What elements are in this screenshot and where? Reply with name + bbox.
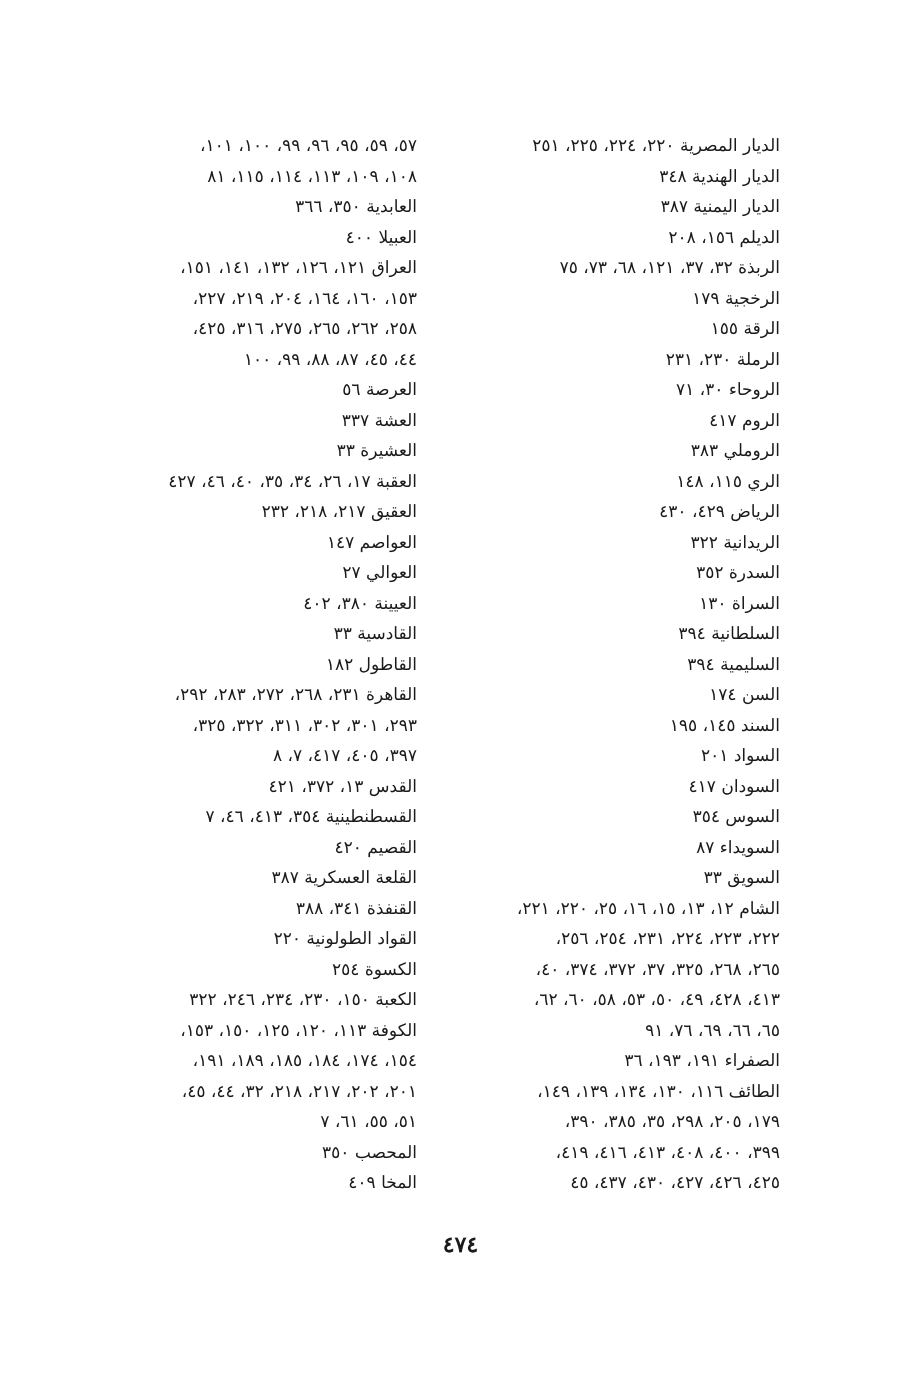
index-entry: الرملة ٢٣٠، ٢٣١ (665, 349, 780, 370)
index-entry: الروملي ٣٨٣ (690, 441, 780, 461)
index-entry-continuation: ٢٢٢، ٢٢٣، ٢٢٤، ٢٣١، ٢٥٤، ٢٥٦، (555, 929, 780, 949)
index-entry: العيينة ٣٨٠، ٤٠٢ (303, 593, 417, 614)
index-entry: المحصب ٣٥٠ (322, 1142, 417, 1163)
index-entry: العقبة ١٧، ٢٦، ٣٤، ٣٥، ٤٠، ٤٦، ٤٢٧ (168, 471, 417, 492)
index-entry: الديار اليمنية ٣٨٧ (660, 197, 780, 217)
index-entry: القصيم ٤٢٠ (334, 837, 417, 858)
index-entry-continuation: ٤٤، ٤٥، ٨٧، ٨٨، ٩٩، ١٠٠ (243, 349, 417, 370)
index-entry-continuation: ٤٢٥، ٤٢٦، ٤٢٧، ٤٣٠، ٤٣٧، ٤٥ (570, 1173, 780, 1193)
index-entry: الكسوة ٢٥٤ (332, 959, 417, 980)
index-entry: الديار المصرية ٢٢٠، ٢٢٤، ٢٢٥، ٢٥١ (532, 136, 780, 156)
index-entry: السواد ٢٠١ (701, 746, 780, 766)
index-entry-continuation: ٢٠١، ٢٠٢، ٢١٧، ٢١٨، ٣٢، ٤٤، ٤٥، (181, 1081, 417, 1102)
index-entry: العشيرة ٣٣ (336, 441, 417, 461)
index-entry: الروم ٤١٧ (709, 410, 780, 431)
index-entry: السلطانية ٣٩٤ (678, 624, 780, 644)
index-entry-continuation: ٤١٣، ٤٢٨، ٤٩، ٥٠، ٥٣، ٥٨، ٦٠، ٦٢، (533, 990, 780, 1010)
index-entry: السليمية ٣٩٤ (687, 654, 780, 675)
index-entry-continuation: ٣٩٧، ٤٠٥، ٤١٧، ٧، ٨ (272, 746, 417, 766)
index-entry-continuation: ١٥٣، ١٦٠، ١٦٤، ٢٠٤، ٢١٩، ٢٢٧، (192, 288, 417, 309)
index-entry: القنفذة ٣٤١، ٣٨٨ (295, 898, 417, 919)
index-entry-continuation: ٥١، ٥٥، ٦١، ٧ (320, 1112, 417, 1132)
index-column-left (97, 131, 417, 1199)
index-entry-continuation: ١٠٨، ١٠٩، ١١٣، ١١٤، ١١٥، ٨١ (207, 166, 417, 187)
index-entry: القاطول ١٨٢ (325, 654, 417, 675)
index-entry: السويق ٣٣ (703, 868, 780, 888)
index-entry: الديلم ١٥٦، ٢٠٨ (668, 227, 780, 248)
index-entry: السدرة ٣٥٢ (696, 563, 780, 583)
index-entry: السويداء ٨٧ (696, 837, 780, 858)
index-entry: السودان ٤١٧ (688, 776, 780, 797)
index-entry-continuation: ٢٦٥، ٢٦٨، ٣٢٥، ٣٧، ٣٧٢، ٣٧٤، ٤٠، (535, 959, 780, 980)
index-entry: العقيق ٢١٧، ٢١٨، ٢٣٢ (261, 502, 417, 522)
index-entry: القدس ١٣، ٣٧٢، ٤٢١ (268, 776, 417, 797)
index-entry: الروحاء ٣٠، ٧١ (676, 380, 780, 400)
index-entry: الربذة ٣٢، ٣٧، ١٢١، ٦٨، ٧٣، ٧٥ (559, 258, 780, 278)
index-entry: القلعة العسكرية ٣٨٧ (271, 868, 417, 888)
index-entry: الشام ١٢، ١٣، ١٥، ١٦، ٢٥، ٢٢٠، ٢٢١، (516, 898, 780, 919)
index-entry-continuation: ٣٩٩، ٤٠٠، ٤٠٨، ٤١٣، ٤١٦، ٤١٩، (555, 1142, 780, 1163)
index-entry: القاهرة ٢٣١، ٢٦٨، ٢٧٢، ٢٨٣، ٢٩٢، (174, 685, 417, 705)
index-entry: الريدانية ٣٢٢ (690, 532, 780, 553)
index-entry: السراة ١٣٠ (699, 593, 780, 614)
index-entry-continuation: ٢٩٣، ٣٠١، ٣٠٢، ٣١١، ٣٢٢، ٣٢٥، (192, 715, 417, 736)
index-entry-continuation: ٢٥٨، ٢٦٢، ٢٦٥، ٢٧٥، ٣١٦، ٤٢٥، (192, 319, 417, 339)
index-entry: الديار الهندية ٣٤٨ (659, 166, 780, 187)
index-entry: القواد الطولونية ٢٢٠ (273, 929, 417, 949)
index-entry: الكوفة ١١٣، ١٢٠، ١٢٥، ١٥٠، ١٥٣، (180, 1020, 417, 1041)
index-entry: السوس ٣٥٤ (692, 807, 780, 827)
index-entry: القسطنطينية ٣٥٤، ٤١٣، ٤٦، ٧ (205, 807, 417, 827)
index-entry: المخا ٤٠٩ (348, 1173, 417, 1193)
index-column-right (440, 131, 780, 1199)
index-entry: الكعبة ١٥٠، ٢٣٠، ٢٣٤، ٢٤٦، ٣٢٢ (189, 990, 417, 1010)
index-entry: العرصة ٥٦ (342, 380, 417, 400)
index-entry: الري ١١٥، ١٤٨ (676, 471, 780, 492)
index-entry: العبيلا ٤٠٠ (345, 227, 417, 248)
index-entry: العوالي ٢٧ (342, 563, 417, 583)
index-entry: القادسية ٣٣ (333, 624, 417, 644)
index-entry: السن ١٧٤ (709, 685, 780, 705)
index-entry: العشة ٣٣٧ (341, 410, 417, 431)
index-entry: الرقة ١٥٥ (710, 319, 780, 339)
index-entry: الرياض ٤٢٩، ٤٣٠ (659, 502, 780, 522)
index-entry-continuation: ٥٧، ٥٩، ٩٥، ٩٦، ٩٩، ١٠٠، ١٠١، (200, 136, 417, 156)
index-entry-continuation: ١٧٩، ٢٠٥، ٢٩٨، ٣٥، ٣٨٥، ٣٩٠، (564, 1112, 780, 1132)
index-entry: العابدية ٣٥٠، ٣٦٦ (295, 197, 417, 217)
page-number: ٤٧٤ (442, 1232, 479, 1258)
index-entry: الصفراء ١٩١، ١٩٣، ٣٦ (624, 1051, 780, 1071)
index-entry: الطائف ١١٦، ١٣٠، ١٣٤، ١٣٩، ١٤٩، (537, 1081, 780, 1102)
index-entry-continuation: ٦٥، ٦٦، ٦٩، ٧٦، ٩١ (645, 1020, 780, 1041)
index-entry: العواصم ١٤٧ (326, 532, 417, 553)
index-entry: السند ١٤٥، ١٩٥ (669, 715, 780, 736)
index-entry-continuation: ١٥٤، ١٧٤، ١٨٤، ١٨٥، ١٨٩، ١٩١، (192, 1051, 417, 1071)
index-entry: الرخجية ١٧٩ (692, 288, 780, 309)
index-entry: العراق ١٢١، ١٢٦، ١٣٢، ١٤١، ١٥١، (180, 258, 417, 278)
